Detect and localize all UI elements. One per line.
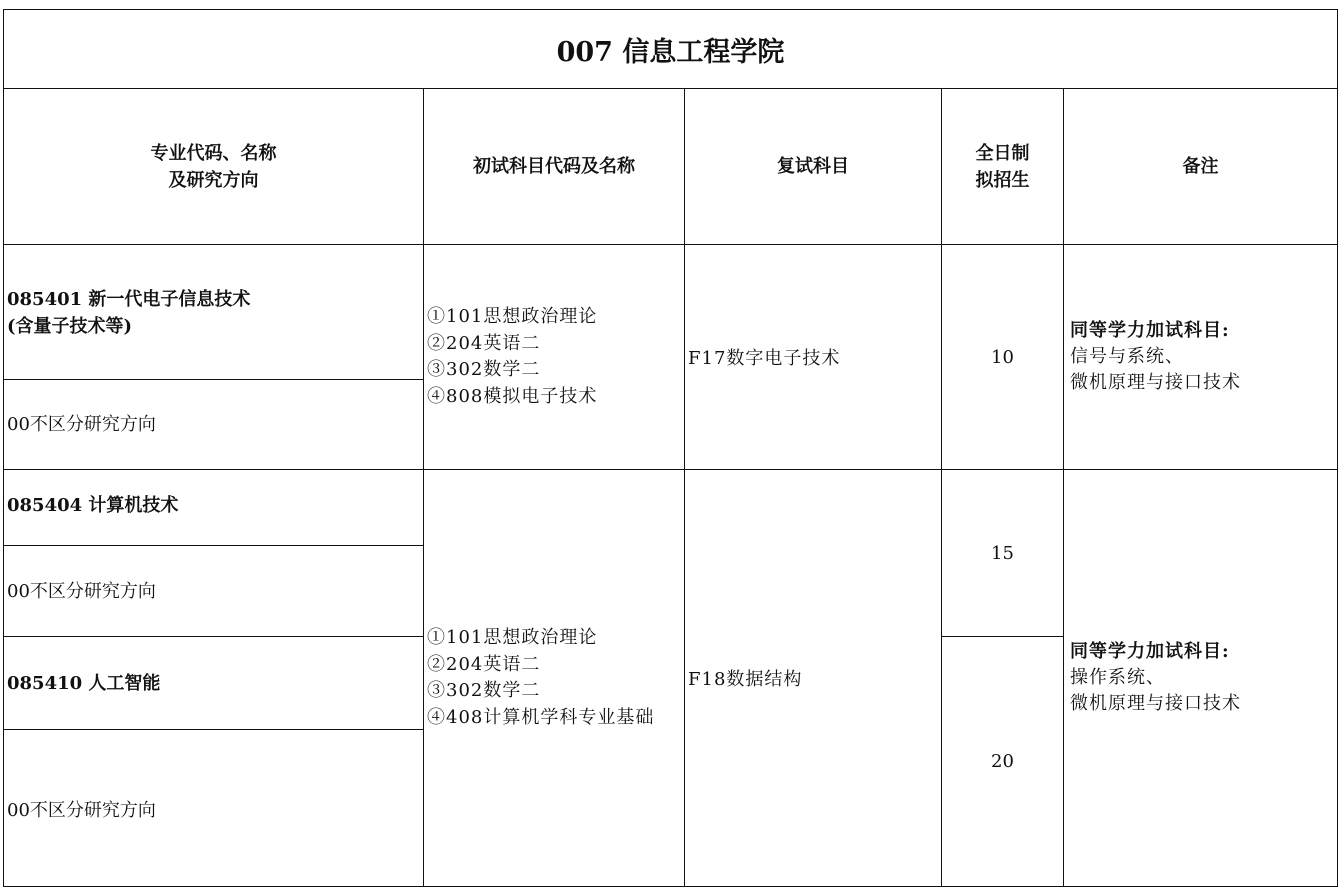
note-item: 信号与系统、 [1070, 346, 1184, 367]
header-retest: 复试科目 [685, 89, 942, 245]
header-major-line-2: 及研究方向 [168, 169, 259, 191]
table-title: 007 信息工程学院 [4, 10, 1338, 89]
exam-item: ③302数学二 [427, 359, 541, 380]
note-2 [1064, 470, 1338, 887]
major-085410: 085410 人工智能 [4, 637, 424, 730]
note-title: 同等学力加试科目: [1070, 641, 1230, 662]
exam-item: ①101思想政治理论 [427, 627, 598, 648]
note-1 [1064, 245, 1338, 470]
exam-item: ②204英语二 [427, 332, 541, 354]
exam-list-2 [424, 470, 685, 887]
exam-item: ③302数学二 [427, 680, 541, 701]
direction-085404: 00不区分研究方向 [4, 546, 424, 637]
admission-table [3, 9, 1338, 887]
note-item: 微机原理与接口技术 [1070, 693, 1241, 714]
header-note: 备注 [1064, 89, 1338, 245]
note-title: 同等学力加试科目: [1070, 320, 1230, 341]
retest-2: F18数据结构 [685, 470, 942, 887]
direction-085401: 00不区分研究方向 [4, 380, 424, 470]
header-quota [942, 89, 1064, 245]
header-major [4, 89, 424, 245]
retest-1: F17数字电子技术 [685, 245, 942, 470]
header-quota-line-1: 全日制 [975, 142, 1030, 164]
note-item: 操作系统、 [1070, 667, 1165, 688]
direction-085410: 00不区分研究方向 [4, 730, 424, 887]
exam-item: ②204英语二 [427, 653, 541, 675]
exam-item: ④808模拟电子技术 [427, 385, 598, 407]
exam-item: ④408计算机学科专业基础 [427, 706, 655, 728]
quota-085410: 20 [942, 637, 1064, 887]
note-item: 微机原理与接口技术 [1070, 372, 1241, 393]
major-085404: 085404 计算机技术 [4, 470, 424, 546]
header-quota-line-2: 拟招生 [975, 169, 1030, 191]
major-085401-sub: (含量子技术等) [7, 316, 133, 337]
quota-085401: 10 [942, 245, 1064, 470]
major-085401-name: 085401 新一代电子信息技术 [7, 289, 251, 310]
major-085401 [4, 245, 424, 380]
quota-085404: 15 [942, 470, 1064, 637]
exam-item: ①101思想政治理论 [427, 306, 598, 327]
exam-list-1 [424, 245, 685, 470]
header-major-line-1: 专业代码、名称 [150, 142, 277, 164]
header-exam: 初试科目代码及名称 [424, 89, 685, 245]
